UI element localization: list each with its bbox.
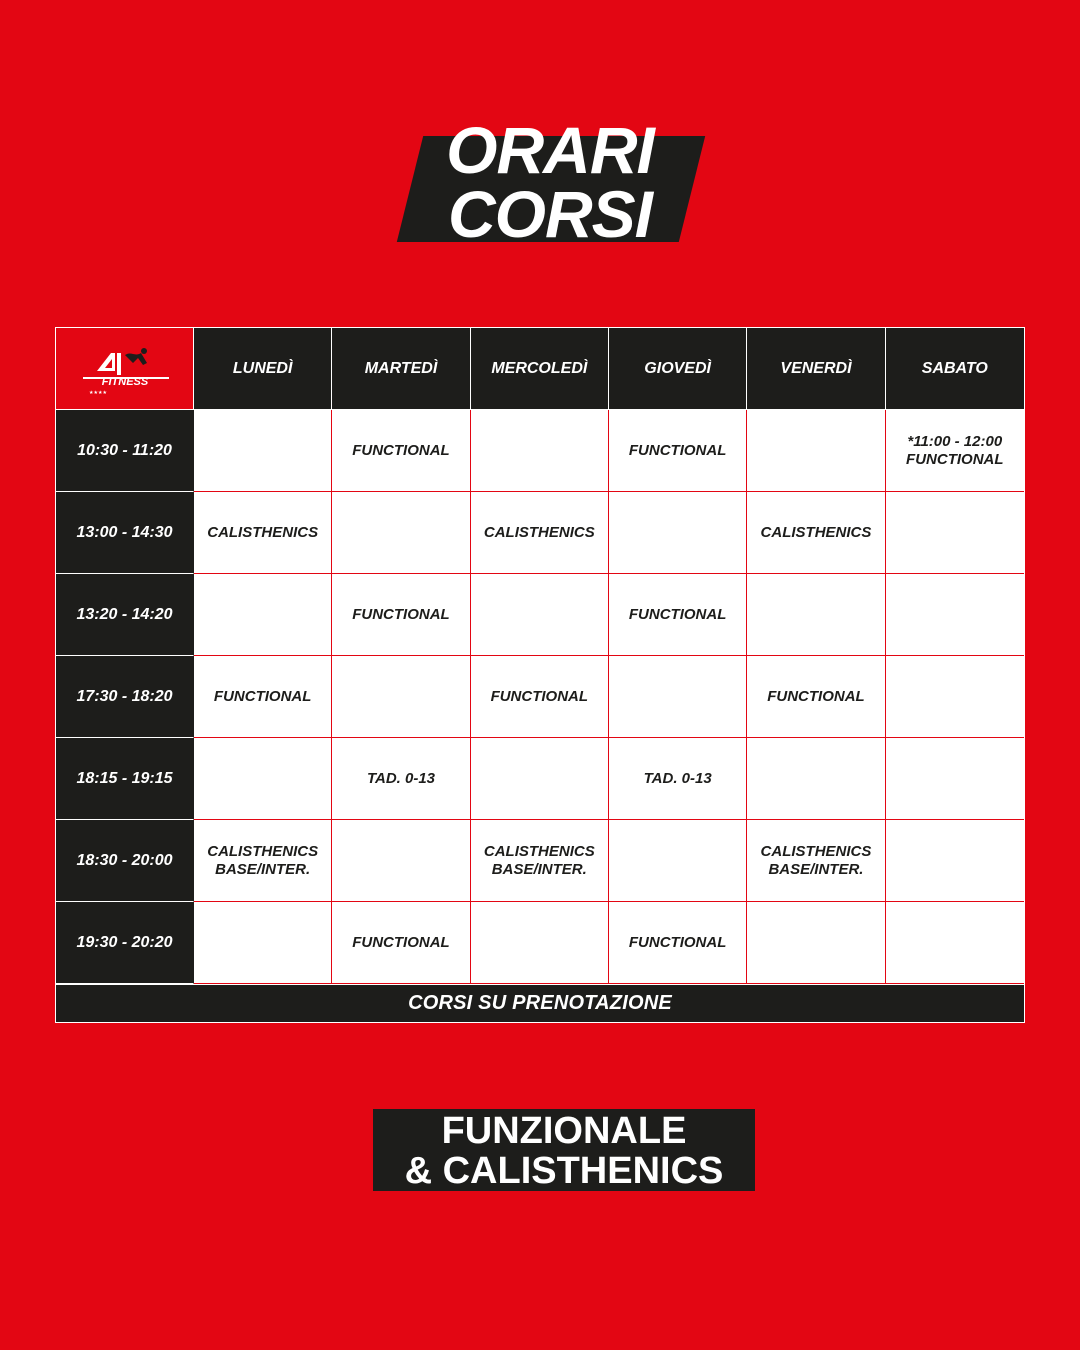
schedule-grid xyxy=(56,328,1024,984)
class-cell xyxy=(471,902,609,984)
course-types-label xyxy=(373,1109,755,1191)
time-slot: 13:20 - 14:20 xyxy=(56,574,194,656)
class-cell xyxy=(609,656,747,738)
class-cell: FUNCTIONAL xyxy=(332,574,470,656)
title-line-1: ORARI xyxy=(446,113,654,187)
class-cell xyxy=(747,902,885,984)
class-cell: CALISTHENICS xyxy=(471,492,609,574)
class-cell: CALISTHENICS BASE/INTER. xyxy=(747,820,885,902)
class-cell: CALISTHENICS BASE/INTER. xyxy=(471,820,609,902)
class-cell xyxy=(886,492,1024,574)
class-cell: FUNCTIONAL xyxy=(609,902,747,984)
class-cell: FUNCTIONAL xyxy=(747,656,885,738)
subtitle-line-2: & CALISTHENICS xyxy=(404,1150,724,1192)
day-header: SABATO xyxy=(886,328,1024,410)
class-cell xyxy=(194,574,332,656)
page-title xyxy=(388,113,712,251)
title-line-2: CORSI xyxy=(447,177,653,251)
class-cell xyxy=(886,902,1024,984)
class-cell xyxy=(609,492,747,574)
class-cell xyxy=(886,574,1024,656)
schedule-table xyxy=(55,327,1025,1023)
class-cell xyxy=(747,574,885,656)
day-header: LUNEDÌ xyxy=(194,328,332,410)
class-cell: FUNCTIONAL xyxy=(609,410,747,492)
gym-logo-icon xyxy=(75,341,175,397)
day-header: MARTEDÌ xyxy=(332,328,470,410)
class-cell: CALISTHENICS BASE/INTER. xyxy=(194,820,332,902)
class-cell: TAD. 0-13 xyxy=(609,738,747,820)
class-cell: TAD. 0-13 xyxy=(332,738,470,820)
class-cell xyxy=(886,820,1024,902)
class-cell xyxy=(332,656,470,738)
time-slot: 18:15 - 19:15 xyxy=(56,738,194,820)
time-slot: 13:00 - 14:30 xyxy=(56,492,194,574)
class-cell xyxy=(747,738,885,820)
title-text xyxy=(388,113,712,251)
day-header: MERCOLEDÌ xyxy=(471,328,609,410)
class-cell xyxy=(194,410,332,492)
class-cell xyxy=(886,656,1024,738)
time-slot: 17:30 - 18:20 xyxy=(56,656,194,738)
class-cell: FUNCTIONAL xyxy=(332,410,470,492)
class-cell xyxy=(332,492,470,574)
svg-text:FITNESS: FITNESS xyxy=(101,375,148,388)
class-cell xyxy=(609,820,747,902)
class-cell: *11:00 - 12:00 FUNCTIONAL xyxy=(886,410,1024,492)
class-cell: FUNCTIONAL xyxy=(194,656,332,738)
subtitle-line-1: FUNZIONALE xyxy=(441,1110,687,1152)
class-cell xyxy=(747,410,885,492)
class-cell xyxy=(194,902,332,984)
day-header: VENERDÌ xyxy=(747,328,885,410)
time-slot: 19:30 - 20:20 xyxy=(56,902,194,984)
class-cell: CALISTHENICS xyxy=(747,492,885,574)
class-cell: FUNCTIONAL xyxy=(332,902,470,984)
class-cell xyxy=(471,738,609,820)
class-cell: FUNCTIONAL xyxy=(609,574,747,656)
booking-footer: CORSI SU PRENOTAZIONE xyxy=(56,984,1024,1022)
class-cell: CALISTHENICS xyxy=(194,492,332,574)
logo xyxy=(56,328,194,410)
class-cell xyxy=(886,738,1024,820)
class-cell xyxy=(471,410,609,492)
time-slot: 10:30 - 11:20 xyxy=(56,410,194,492)
class-cell xyxy=(194,738,332,820)
time-slot: 18:30 - 20:00 xyxy=(56,820,194,902)
svg-text:★★★★: ★★★★ xyxy=(88,389,107,396)
class-cell xyxy=(471,574,609,656)
class-cell: FUNCTIONAL xyxy=(471,656,609,738)
class-cell xyxy=(332,820,470,902)
day-header: GIOVEDÌ xyxy=(609,328,747,410)
